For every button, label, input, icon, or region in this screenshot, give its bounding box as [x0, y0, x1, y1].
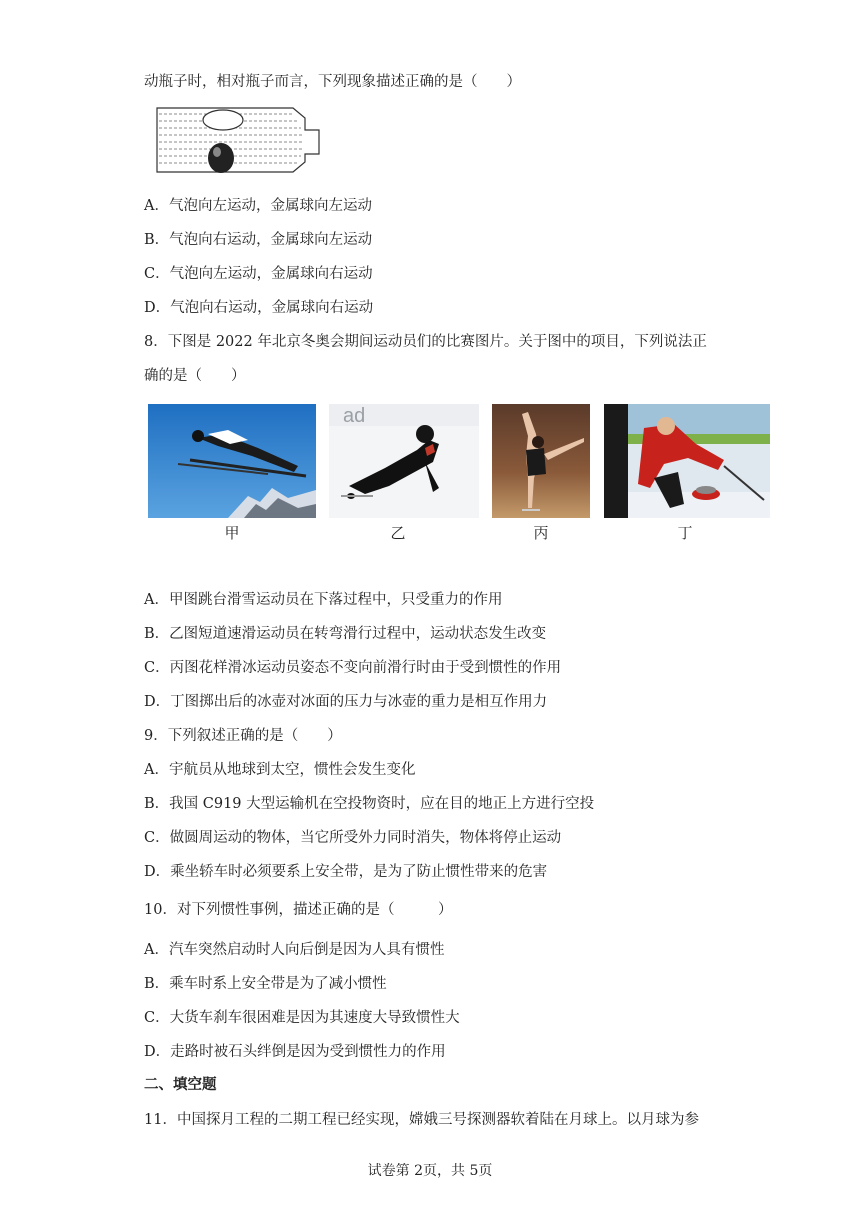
q10-option-b: B．乘车时系上安全带是为了减小惯性 [144, 976, 387, 992]
q7-option-b: B．气泡向右运动，金属球向左运动 [144, 232, 373, 248]
q9-option-a: A．宇航员从地球到太空，惯性会发生变化 [144, 762, 416, 778]
question-9-stem: 9．下列叙述正确的是（ ） [144, 728, 342, 744]
caption-yi: 乙 [390, 524, 406, 542]
question-7-stem-continued: 动瓶子时，相对瓶子而言，下列现象描述正确的是（ ） [144, 74, 521, 90]
curling-photo [604, 404, 770, 518]
q8-option-b: B．乙图短道速滑运动员在转弯滑行过程中，运动状态发生改变 [144, 626, 547, 642]
ski-jump-photo [148, 404, 316, 518]
page-footer: 试卷第 2页，共 5页 [367, 1163, 493, 1179]
section-heading-fill-in: 二、填空题 [144, 1076, 217, 1093]
q10-option-d: D．走路时被石头绊倒是因为受到惯性力的作用 [144, 1044, 446, 1060]
q9-option-b: B．我国 C919 大型运输机在空投物资时，应在目的地正上方进行空投 [144, 796, 595, 812]
question-11-stem: 11．中国探月工程的二期工程已经实现，嫦娥三号探测器软着陆在月球上。以月球为参 [144, 1112, 699, 1128]
caption-ding: 丁 [677, 524, 693, 542]
figure-skating-photo [492, 404, 590, 518]
metal-ball [208, 143, 234, 173]
q10-option-c: C．大货车刹车很困难是因为其速度大导致惯性大 [144, 1010, 460, 1026]
q8-option-d: D．丁图掷出后的冰壶对冰面的压力与冰壶的重力是相互作用力 [144, 694, 548, 710]
caption-bing: 丙 [533, 524, 549, 542]
short-track-photo [329, 404, 479, 518]
question-8-stem-continued: 确的是（ ） [144, 368, 246, 384]
q9-option-c: C．做圆周运动的物体，当它所受外力同时消失，物体将停止运动 [144, 830, 562, 846]
bottle-figure [153, 104, 331, 176]
caption-jia: 甲 [224, 524, 240, 542]
question-10-stem: 10．对下列惯性事例，描述正确的是（ ） [144, 902, 453, 918]
q8-option-c: C．丙图花样滑冰运动员姿态不变向前滑行时由于受到惯性的作用 [144, 660, 562, 676]
q10-option-a: A．汽车突然启动时人向后倒是因为人具有惯性 [144, 942, 445, 958]
question-8-stem: 8．下图是 2022 年北京冬奥会期间运动员们的比赛图片。关于图中的项目，下列说法正 [144, 334, 707, 350]
q8-option-a: A．甲图跳台滑雪运动员在下落过程中，只受重力的作用 [144, 592, 503, 608]
q7-option-d: D．气泡向右运动，金属球向右运动 [144, 300, 374, 316]
rink-banner-text: ad [343, 405, 366, 427]
q7-option-a: A．气泡向左运动，金属球向左运动 [144, 198, 372, 214]
q7-option-c: C．气泡向左运动，金属球向右运动 [144, 266, 373, 282]
q9-option-d: D．乘坐轿车时必须要系上安全带，是为了防止惯性带来的危害 [144, 864, 548, 880]
air-bubble [203, 110, 243, 130]
